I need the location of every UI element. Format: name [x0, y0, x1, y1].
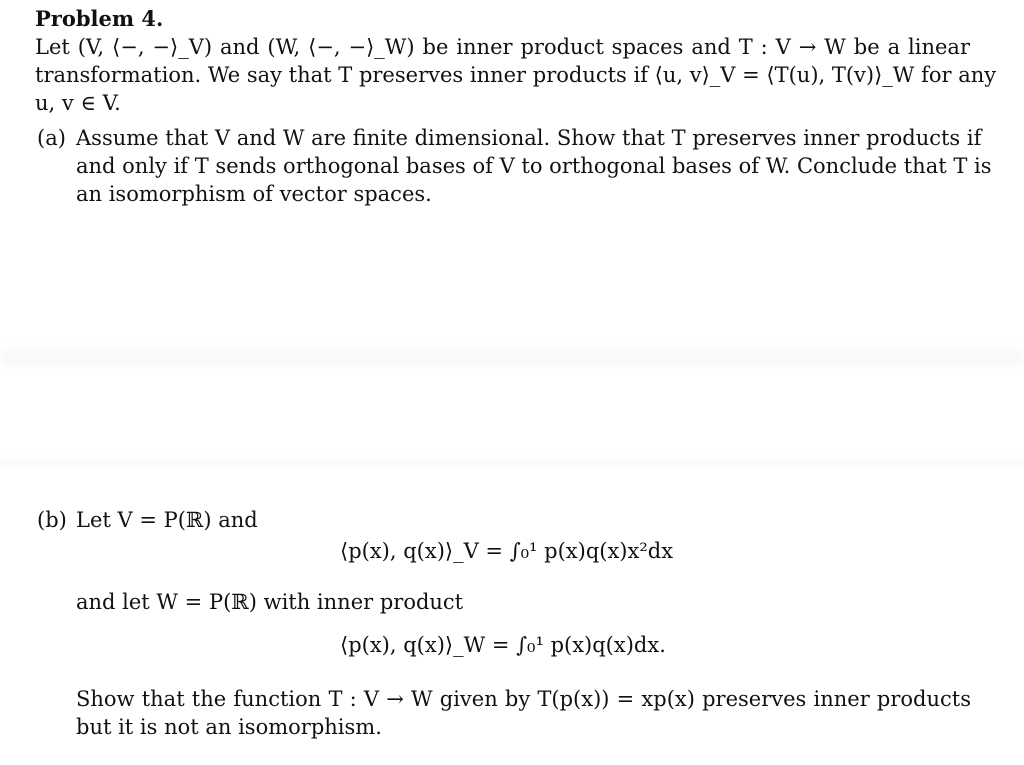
intro-line-2: transformation. We say that T preserves inner products if ⟨u, v⟩_V = ⟨T(u), T(v)⟩_W for any: [35, 63, 997, 87]
scan-artifact: [0, 345, 1024, 373]
equation-inner-product-v: ⟨p(x), q(x)⟩_V = ∫₀¹ p(x)q(x)x²dx: [340, 539, 674, 563]
equation-inner-product-w: ⟨p(x), q(x)⟩_W = ∫₀¹ p(x)q(x)dx.: [340, 633, 666, 657]
part-a-line-2: and only if T sends orthogonal bases of V to orthogonal bases of W. Conclude that T is: [76, 154, 992, 178]
part-b-label: (b): [37, 508, 67, 532]
problem-title: Problem 4.: [35, 6, 164, 31]
intro-line-1: Let (V, ⟨−, −⟩_V) and (W, ⟨−, −⟩_W) be inner product spaces and T : V → W be a linear: [35, 35, 970, 59]
part-b-line-1: (b) Let V = P(ℝ) and: [37, 508, 258, 532]
part-b-line-2: and let W = P(ℝ) with inner product: [76, 590, 464, 614]
part-b-line-3: Show that the function T : V → W given by T(p(x)) = xp(x) preserves inner products: [76, 687, 971, 711]
part-a-line-3: an isomorphism of vector spaces.: [76, 182, 432, 206]
intro-line-3: u, v ∈ V.: [35, 91, 121, 115]
part-b-line-4: but it is not an isomorphism.: [76, 715, 382, 739]
part-a-line-1: (a) Assume that V and W are finite dimensional. Show that T preserves inner products if: [37, 126, 982, 150]
part-a-label: (a): [37, 126, 66, 150]
scan-artifact-2: [0, 455, 1024, 469]
